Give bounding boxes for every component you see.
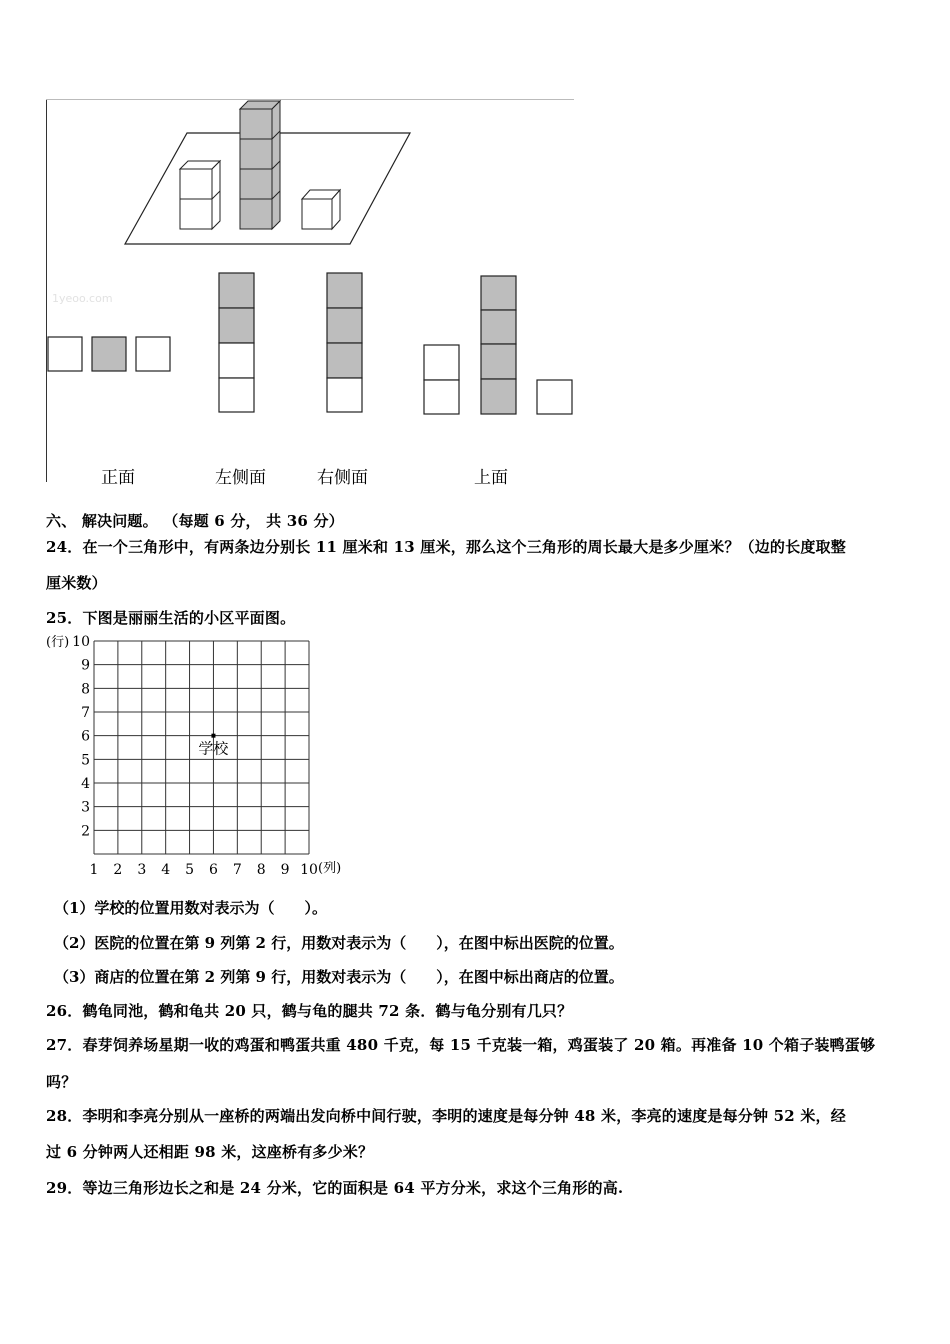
school-point (211, 734, 215, 738)
school-label: 学校 (198, 739, 229, 758)
row-tick-label: 3 (81, 799, 90, 816)
q28-line1: 28．李明和李亮分别从一座桥的两端出发向桥中间行驶，李明的速度是每分钟 48 米，李亮的速度是每分钟 52 米，经 (46, 1107, 846, 1125)
stack-middle-cubes (240, 101, 280, 229)
row-tick-label: 10 (72, 634, 90, 650)
q28-line2: 过 6 分钟两人还相距 98 米，这座桥有多少米？ (46, 1143, 374, 1161)
right-side-view (327, 273, 362, 412)
label-top: 上面 (474, 468, 508, 488)
col-tick-label: 7 (232, 862, 242, 878)
row-tick-label: 5 (81, 752, 90, 769)
col-axis-label: (列) (318, 861, 342, 876)
neighborhood-grid-map (0, 630, 400, 885)
cube-stack-drawing (0, 0, 950, 480)
col-tick-label: 9 (280, 862, 290, 878)
col-tick-label: 3 (137, 862, 147, 878)
q24-line2: 厘米数） (46, 574, 107, 592)
row-axis-label: (行) (46, 635, 70, 650)
q25-part1: （1）学校的位置用数对表示为（ ）。 (54, 899, 327, 917)
q24-line1: 24．在一个三角形中，有两条边分别长 11 厘米和 13 厘米，那么这个三角形的周长最大是多少厘米？（边的长度取整 (46, 538, 846, 556)
row-tick-label: 8 (81, 681, 90, 698)
q27-line1: 27．春芽饲养场星期一收的鸡蛋和鸭蛋共重 480 千克，每 15 千克装一箱，鸡蛋装了 20 箱。再准备 10 个箱子装鸭蛋够 (46, 1036, 876, 1054)
watermark-text: 1yeoo.com (52, 292, 113, 305)
stack-left-cubes (180, 161, 220, 229)
row-tick-label: 4 (81, 776, 90, 792)
row-tick-label: 6 (81, 728, 90, 745)
q25-stem: 25．下图是丽丽生活的小区平面图。 (46, 609, 296, 627)
q25-part3: （3）商店的位置在第 2 列第 9 行，用数对表示为（ ），在图中标出商店的位置。 (54, 968, 624, 986)
col-tick-label: 6 (208, 862, 218, 878)
top-view (424, 276, 572, 414)
left-side-view (219, 273, 254, 412)
stack-right-cube (302, 190, 340, 229)
row-tick-label: 2 (81, 823, 90, 840)
row-tick-label: 7 (81, 705, 90, 721)
col-tick-label: 1 (89, 862, 99, 878)
col-tick-label: 10 (300, 862, 318, 878)
row-tick-label: 9 (81, 657, 90, 674)
col-tick-label: 4 (161, 862, 171, 878)
q27-line2: 吗？ (46, 1073, 77, 1091)
q29-text: 29．等边三角形边长之和是 24 分米，它的面积是 64 平方分米，求这个三角形的高. (46, 1179, 624, 1197)
col-tick-label: 8 (256, 862, 266, 878)
q25-part2: （2）医院的位置在第 9 列第 2 行，用数对表示为（ ），在图中标出医院的位置。 (54, 934, 624, 952)
q26-text: 26．鹤龟同池，鹤和龟共 20 只，鹤与龟的腿共 72 条．鹤与龟分别有几只？ (46, 1002, 573, 1020)
col-tick-label: 2 (113, 862, 123, 878)
label-front: 正面 (101, 468, 135, 488)
col-tick-label: 5 (185, 862, 195, 878)
front-view (48, 337, 170, 371)
section-six-heading: 六、 解决问题。 （每题 6 分， 共 36 分） (46, 512, 344, 530)
label-right-side: 右侧面 (317, 468, 368, 488)
label-left-side: 左侧面 (215, 468, 266, 488)
